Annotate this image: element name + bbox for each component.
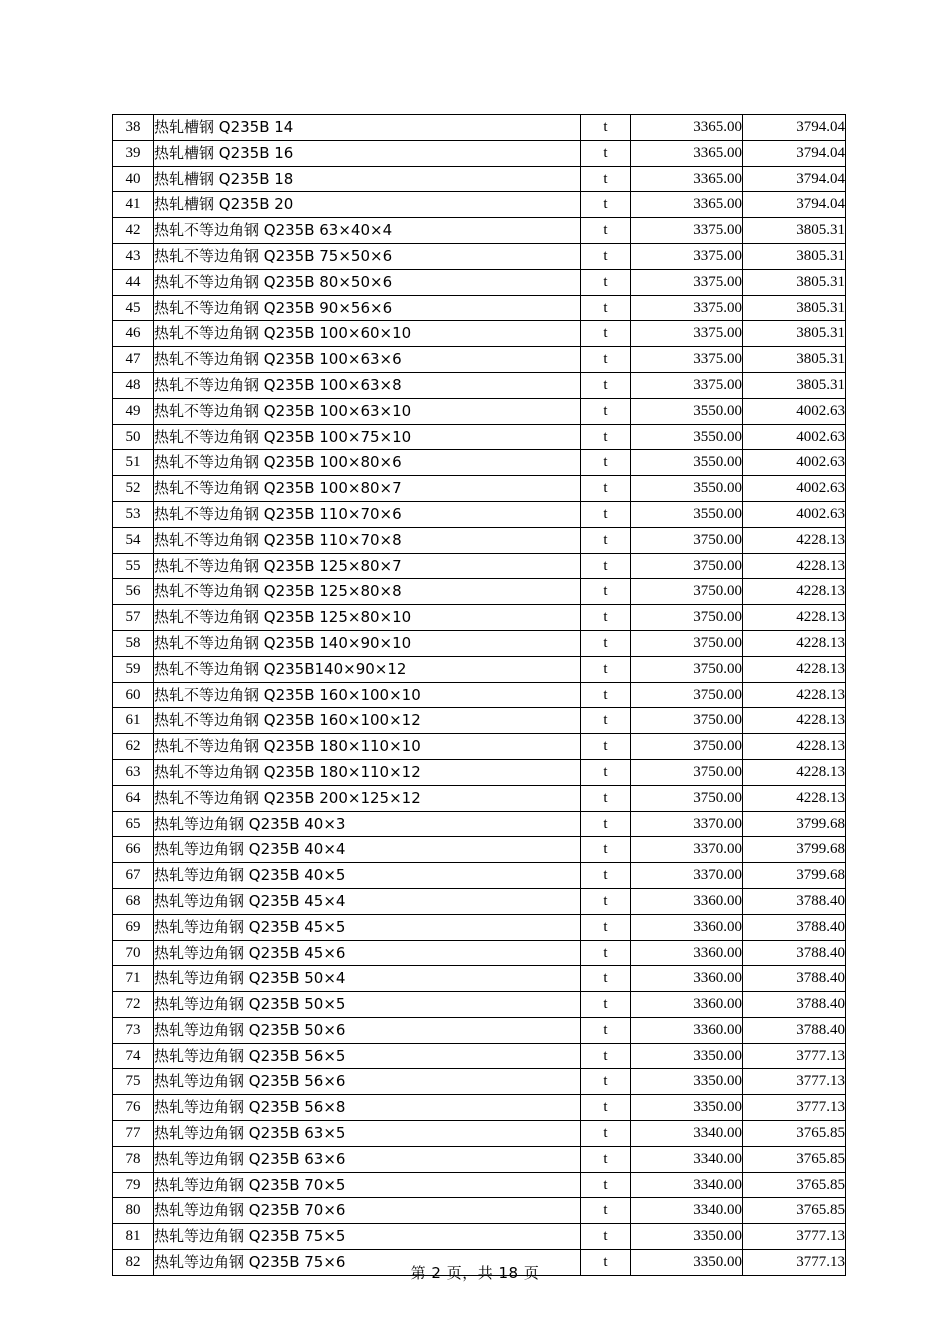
row-number-cell: 45: [113, 295, 154, 321]
total-price-cell: 3805.31: [743, 243, 846, 269]
row-number-cell: 62: [113, 734, 154, 760]
unit-cell: t: [581, 476, 631, 502]
base-price-cell: 3375.00: [631, 295, 743, 321]
material-description-cell: 热轧等边角钢 Q235B 50×4: [154, 966, 581, 992]
total-price-cell: 3765.85: [743, 1146, 846, 1172]
unit-cell: t: [581, 347, 631, 373]
base-price-cell: 3360.00: [631, 888, 743, 914]
base-price-cell: 3370.00: [631, 863, 743, 889]
material-description-cell: 热轧不等边角钢 Q235B 100×63×6: [154, 347, 581, 373]
unit-cell: t: [581, 863, 631, 889]
unit-cell: t: [581, 630, 631, 656]
total-price-cell: 3777.13: [743, 1069, 846, 1095]
total-price-cell: 4228.13: [743, 708, 846, 734]
base-price-cell: 3750.00: [631, 579, 743, 605]
row-number-cell: 56: [113, 579, 154, 605]
material-description-cell: 热轧不等边角钢 Q235B 75×50×6: [154, 243, 581, 269]
unit-cell: t: [581, 243, 631, 269]
material-description-cell: 热轧槽钢 Q235B 16: [154, 140, 581, 166]
total-price-cell: 4228.13: [743, 656, 846, 682]
unit-cell: t: [581, 605, 631, 631]
material-description-cell: 热轧不等边角钢 Q235B 200×125×12: [154, 785, 581, 811]
unit-cell: t: [581, 1146, 631, 1172]
row-number-cell: 38: [113, 115, 154, 141]
table-row: [113, 708, 846, 734]
material-description-cell: 热轧槽钢 Q235B 14: [154, 115, 581, 141]
row-number-cell: 59: [113, 656, 154, 682]
unit-cell: t: [581, 1095, 631, 1121]
table-row: [113, 1017, 846, 1043]
total-price-cell: 3794.04: [743, 166, 846, 192]
table-row: [113, 1069, 846, 1095]
material-description-cell: 热轧不等边角钢 Q235B 125×80×10: [154, 605, 581, 631]
row-number-cell: 75: [113, 1069, 154, 1095]
table-row: [113, 682, 846, 708]
total-price-cell: 3799.68: [743, 837, 846, 863]
total-price-cell: 3805.31: [743, 372, 846, 398]
total-price-cell: 4228.13: [743, 734, 846, 760]
table-row: [113, 321, 846, 347]
total-price-cell: 4002.63: [743, 424, 846, 450]
table-row: [113, 1224, 846, 1250]
row-number-cell: 46: [113, 321, 154, 347]
table-row: [113, 1146, 846, 1172]
row-number-cell: 55: [113, 553, 154, 579]
material-description-cell: 热轧等边角钢 Q235B 56×8: [154, 1095, 581, 1121]
row-number-cell: 40: [113, 166, 154, 192]
base-price-cell: 3750.00: [631, 553, 743, 579]
material-description-cell: 热轧等边角钢 Q235B 70×6: [154, 1198, 581, 1224]
total-price-cell: 3794.04: [743, 115, 846, 141]
row-number-cell: 47: [113, 347, 154, 373]
row-number-cell: 50: [113, 424, 154, 450]
total-price-cell: 4228.13: [743, 759, 846, 785]
unit-cell: t: [581, 1250, 631, 1276]
total-price-cell: 3765.85: [743, 1172, 846, 1198]
page-footer: 第 2 页，共 18 页: [410, 1264, 540, 1282]
material-description-cell: 热轧不等边角钢 Q235B 80×50×6: [154, 269, 581, 295]
base-price-cell: 3365.00: [631, 140, 743, 166]
row-number-cell: 80: [113, 1198, 154, 1224]
total-price-cell: 3799.68: [743, 811, 846, 837]
material-description-cell: 热轧不等边角钢 Q235B 160×100×10: [154, 682, 581, 708]
unit-cell: t: [581, 1198, 631, 1224]
base-price-cell: 3370.00: [631, 837, 743, 863]
unit-cell: t: [581, 837, 631, 863]
base-price-cell: 3550.00: [631, 476, 743, 502]
total-price-cell: 4228.13: [743, 553, 846, 579]
base-price-cell: 3360.00: [631, 966, 743, 992]
unit-cell: t: [581, 656, 631, 682]
table-row: [113, 940, 846, 966]
material-description-cell: 热轧等边角钢 Q235B 70×5: [154, 1172, 581, 1198]
row-number-cell: 67: [113, 863, 154, 889]
row-number-cell: 53: [113, 501, 154, 527]
base-price-cell: 3365.00: [631, 115, 743, 141]
base-price-cell: 3750.00: [631, 656, 743, 682]
table-row: [113, 424, 846, 450]
row-number-cell: 61: [113, 708, 154, 734]
material-description-cell: 热轧等边角钢 Q235B 63×5: [154, 1121, 581, 1147]
row-number-cell: 68: [113, 888, 154, 914]
material-description-cell: 热轧等边角钢 Q235B 63×6: [154, 1146, 581, 1172]
unit-cell: t: [581, 759, 631, 785]
material-description-cell: 热轧不等边角钢 Q235B 100×75×10: [154, 424, 581, 450]
base-price-cell: 3340.00: [631, 1172, 743, 1198]
base-price-cell: 3340.00: [631, 1198, 743, 1224]
material-description-cell: 热轧等边角钢 Q235B 56×5: [154, 1043, 581, 1069]
total-price-cell: 3788.40: [743, 992, 846, 1018]
unit-cell: t: [581, 218, 631, 244]
material-description-cell: 热轧不等边角钢 Q235B 180×110×10: [154, 734, 581, 760]
row-number-cell: 43: [113, 243, 154, 269]
row-number-cell: 57: [113, 605, 154, 631]
total-price-cell: 3805.31: [743, 295, 846, 321]
total-price-cell: 3765.85: [743, 1198, 846, 1224]
row-number-cell: 48: [113, 372, 154, 398]
base-price-cell: 3350.00: [631, 1069, 743, 1095]
material-description-cell: 热轧不等边角钢 Q235B 140×90×10: [154, 630, 581, 656]
table-row: [113, 863, 846, 889]
unit-cell: t: [581, 295, 631, 321]
table-row: [113, 398, 846, 424]
table-row: [113, 192, 846, 218]
table-row: [113, 295, 846, 321]
material-description-cell: 热轧等边角钢 Q235B 75×5: [154, 1224, 581, 1250]
unit-cell: t: [581, 398, 631, 424]
price-table: [112, 114, 846, 1276]
base-price-cell: 3375.00: [631, 321, 743, 347]
base-price-cell: 3375.00: [631, 347, 743, 373]
table-row: [113, 1198, 846, 1224]
row-number-cell: 39: [113, 140, 154, 166]
base-price-cell: 3360.00: [631, 914, 743, 940]
base-price-cell: 3375.00: [631, 218, 743, 244]
total-price-cell: 3805.31: [743, 347, 846, 373]
table-row: [113, 476, 846, 502]
material-description-cell: 热轧等边角钢 Q235B 56×6: [154, 1069, 581, 1095]
material-description-cell: 热轧等边角钢 Q235B 50×6: [154, 1017, 581, 1043]
unit-cell: t: [581, 734, 631, 760]
base-price-cell: 3360.00: [631, 940, 743, 966]
unit-cell: t: [581, 115, 631, 141]
unit-cell: t: [581, 1017, 631, 1043]
base-price-cell: 3750.00: [631, 630, 743, 656]
table-row: [113, 347, 846, 373]
total-price-cell: 4228.13: [743, 682, 846, 708]
base-price-cell: 3750.00: [631, 605, 743, 631]
row-number-cell: 54: [113, 527, 154, 553]
total-price-cell: 3765.85: [743, 1121, 846, 1147]
table-row: [113, 501, 846, 527]
unit-cell: t: [581, 1069, 631, 1095]
row-number-cell: 60: [113, 682, 154, 708]
unit-cell: t: [581, 1121, 631, 1147]
table-row: [113, 579, 846, 605]
table-row: [113, 1095, 846, 1121]
base-price-cell: 3750.00: [631, 759, 743, 785]
table-row: [113, 656, 846, 682]
material-description-cell: 热轧不等边角钢 Q235B 100×63×8: [154, 372, 581, 398]
base-price-cell: 3750.00: [631, 708, 743, 734]
unit-cell: t: [581, 501, 631, 527]
price-table-body: [113, 115, 846, 1276]
material-description-cell: 热轧等边角钢 Q235B 40×3: [154, 811, 581, 837]
material-description-cell: 热轧不等边角钢 Q235B 110×70×8: [154, 527, 581, 553]
material-description-cell: 热轧等边角钢 Q235B 45×5: [154, 914, 581, 940]
row-number-cell: 44: [113, 269, 154, 295]
material-description-cell: 热轧不等边角钢 Q235B 125×80×7: [154, 553, 581, 579]
total-price-cell: 3788.40: [743, 966, 846, 992]
base-price-cell: 3365.00: [631, 166, 743, 192]
unit-cell: t: [581, 914, 631, 940]
row-number-cell: 65: [113, 811, 154, 837]
base-price-cell: 3375.00: [631, 269, 743, 295]
table-row: [113, 837, 846, 863]
total-price-cell: 3805.31: [743, 269, 846, 295]
row-number-cell: 72: [113, 992, 154, 1018]
row-number-cell: 41: [113, 192, 154, 218]
total-price-cell: 4002.63: [743, 398, 846, 424]
row-number-cell: 66: [113, 837, 154, 863]
table-row: [113, 1121, 846, 1147]
total-price-cell: 4228.13: [743, 630, 846, 656]
base-price-cell: 3550.00: [631, 501, 743, 527]
material-description-cell: 热轧不等边角钢 Q235B 63×40×4: [154, 218, 581, 244]
unit-cell: t: [581, 1043, 631, 1069]
material-description-cell: 热轧不等边角钢 Q235B 125×80×8: [154, 579, 581, 605]
base-price-cell: 3750.00: [631, 785, 743, 811]
material-description-cell: 热轧槽钢 Q235B 20: [154, 192, 581, 218]
row-number-cell: 79: [113, 1172, 154, 1198]
base-price-cell: 3350.00: [631, 1250, 743, 1276]
unit-cell: t: [581, 940, 631, 966]
unit-cell: t: [581, 682, 631, 708]
table-row: [113, 630, 846, 656]
table-row: [113, 450, 846, 476]
unit-cell: t: [581, 811, 631, 837]
base-price-cell: 3365.00: [631, 192, 743, 218]
base-price-cell: 3375.00: [631, 243, 743, 269]
unit-cell: t: [581, 166, 631, 192]
material-description-cell: 热轧等边角钢 Q235B 40×4: [154, 837, 581, 863]
total-price-cell: 4002.63: [743, 476, 846, 502]
total-price-cell: 3805.31: [743, 321, 846, 347]
table-row: [113, 166, 846, 192]
unit-cell: t: [581, 1224, 631, 1250]
row-number-cell: 63: [113, 759, 154, 785]
table-row: [113, 992, 846, 1018]
unit-cell: t: [581, 579, 631, 605]
base-price-cell: 3360.00: [631, 1017, 743, 1043]
base-price-cell: 3340.00: [631, 1146, 743, 1172]
table-row: [113, 759, 846, 785]
table-row: [113, 811, 846, 837]
material-description-cell: 热轧等边角钢 Q235B 75×6: [154, 1250, 581, 1276]
total-price-cell: 4228.13: [743, 605, 846, 631]
unit-cell: t: [581, 269, 631, 295]
table-row: [113, 1043, 846, 1069]
total-price-cell: 4228.13: [743, 785, 846, 811]
material-description-cell: 热轧等边角钢 Q235B 45×4: [154, 888, 581, 914]
total-price-cell: 3777.13: [743, 1224, 846, 1250]
base-price-cell: 3750.00: [631, 527, 743, 553]
material-description-cell: 热轧不等边角钢 Q235B 100×63×10: [154, 398, 581, 424]
row-number-cell: 69: [113, 914, 154, 940]
total-price-cell: 3777.13: [743, 1250, 846, 1276]
table-row: [113, 1172, 846, 1198]
table-row: [113, 115, 846, 141]
unit-cell: t: [581, 1172, 631, 1198]
total-price-cell: 3788.40: [743, 914, 846, 940]
material-description-cell: 热轧不等边角钢 Q235B 110×70×6: [154, 501, 581, 527]
total-price-cell: 4228.13: [743, 579, 846, 605]
row-number-cell: 74: [113, 1043, 154, 1069]
base-price-cell: 3375.00: [631, 372, 743, 398]
material-description-cell: 热轧不等边角钢 Q235B 100×60×10: [154, 321, 581, 347]
row-number-cell: 64: [113, 785, 154, 811]
base-price-cell: 3370.00: [631, 811, 743, 837]
unit-cell: t: [581, 708, 631, 734]
total-price-cell: 3788.40: [743, 940, 846, 966]
unit-cell: t: [581, 192, 631, 218]
table-row: [113, 527, 846, 553]
total-price-cell: 3788.40: [743, 1017, 846, 1043]
table-row: [113, 372, 846, 398]
total-price-cell: 3777.13: [743, 1043, 846, 1069]
material-description-cell: 热轧不等边角钢 Q235B140×90×12: [154, 656, 581, 682]
base-price-cell: 3550.00: [631, 450, 743, 476]
material-description-cell: 热轧不等边角钢 Q235B 180×110×12: [154, 759, 581, 785]
unit-cell: t: [581, 372, 631, 398]
total-price-cell: 4002.63: [743, 450, 846, 476]
material-description-cell: 热轧等边角钢 Q235B 50×5: [154, 992, 581, 1018]
row-number-cell: 76: [113, 1095, 154, 1121]
unit-cell: t: [581, 553, 631, 579]
unit-cell: t: [581, 785, 631, 811]
row-number-cell: 51: [113, 450, 154, 476]
table-row: [113, 605, 846, 631]
unit-cell: t: [581, 424, 631, 450]
material-description-cell: 热轧等边角钢 Q235B 40×5: [154, 863, 581, 889]
base-price-cell: 3750.00: [631, 734, 743, 760]
row-number-cell: 52: [113, 476, 154, 502]
base-price-cell: 3340.00: [631, 1121, 743, 1147]
total-price-cell: 3794.04: [743, 140, 846, 166]
total-price-cell: 4002.63: [743, 501, 846, 527]
unit-cell: t: [581, 450, 631, 476]
unit-cell: t: [581, 992, 631, 1018]
row-number-cell: 42: [113, 218, 154, 244]
total-price-cell: 3805.31: [743, 218, 846, 244]
total-price-cell: 3788.40: [743, 888, 846, 914]
base-price-cell: 3550.00: [631, 398, 743, 424]
row-number-cell: 49: [113, 398, 154, 424]
base-price-cell: 3350.00: [631, 1043, 743, 1069]
row-number-cell: 70: [113, 940, 154, 966]
base-price-cell: 3550.00: [631, 424, 743, 450]
table-row: [113, 553, 846, 579]
row-number-cell: 82: [113, 1250, 154, 1276]
base-price-cell: 3350.00: [631, 1095, 743, 1121]
table-row: [113, 785, 846, 811]
unit-cell: t: [581, 888, 631, 914]
table-row: [113, 966, 846, 992]
material-description-cell: 热轧不等边角钢 Q235B 90×56×6: [154, 295, 581, 321]
unit-cell: t: [581, 321, 631, 347]
table-row: [113, 269, 846, 295]
row-number-cell: 78: [113, 1146, 154, 1172]
material-description-cell: 热轧不等边角钢 Q235B 100×80×7: [154, 476, 581, 502]
unit-cell: t: [581, 140, 631, 166]
unit-cell: t: [581, 527, 631, 553]
row-number-cell: 77: [113, 1121, 154, 1147]
table-row: [113, 734, 846, 760]
total-price-cell: 3777.13: [743, 1095, 846, 1121]
table-row: [113, 914, 846, 940]
material-description-cell: 热轧槽钢 Q235B 18: [154, 166, 581, 192]
base-price-cell: 3750.00: [631, 682, 743, 708]
base-price-cell: 3360.00: [631, 992, 743, 1018]
row-number-cell: 71: [113, 966, 154, 992]
row-number-cell: 81: [113, 1224, 154, 1250]
row-number-cell: 73: [113, 1017, 154, 1043]
unit-cell: t: [581, 966, 631, 992]
total-price-cell: 4228.13: [743, 527, 846, 553]
base-price-cell: 3350.00: [631, 1224, 743, 1250]
total-price-cell: 3794.04: [743, 192, 846, 218]
table-row: [113, 218, 846, 244]
material-description-cell: 热轧不等边角钢 Q235B 160×100×12: [154, 708, 581, 734]
material-description-cell: 热轧等边角钢 Q235B 45×6: [154, 940, 581, 966]
table-row: [113, 888, 846, 914]
material-description-cell: 热轧不等边角钢 Q235B 100×80×6: [154, 450, 581, 476]
row-number-cell: 58: [113, 630, 154, 656]
table-row: [113, 243, 846, 269]
table-row: [113, 140, 846, 166]
total-price-cell: 3799.68: [743, 863, 846, 889]
